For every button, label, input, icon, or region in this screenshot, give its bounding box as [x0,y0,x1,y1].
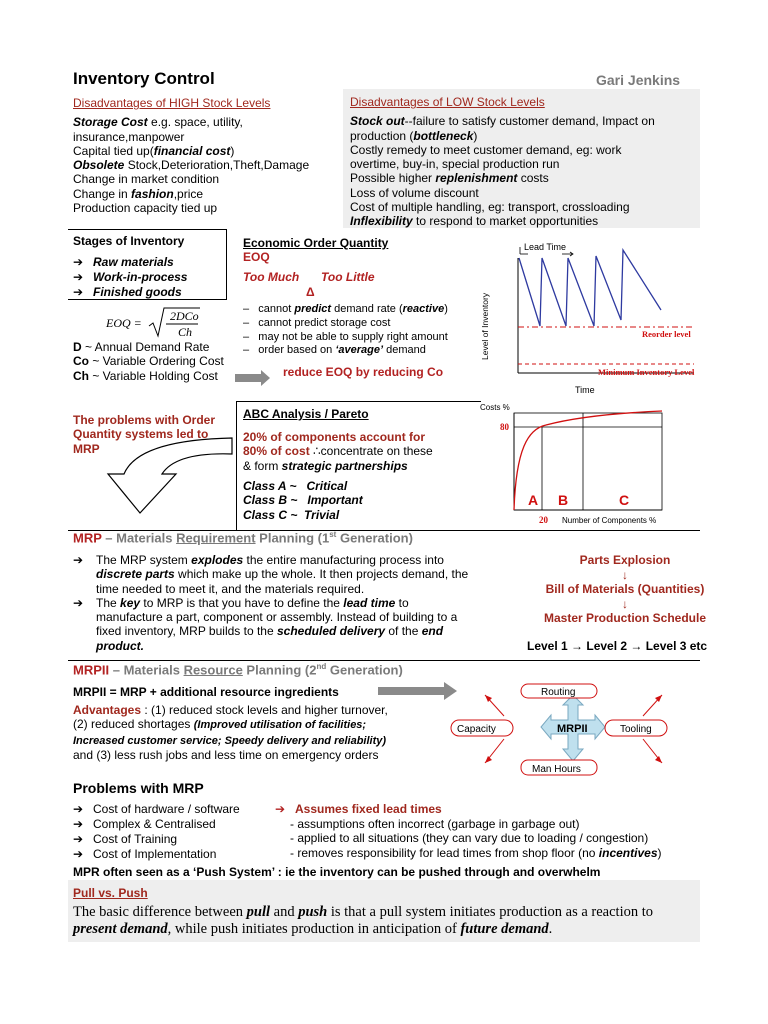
reorder-label: Reorder level [642,329,691,339]
class-a: Class A ~ Critical [243,479,348,493]
abc-heading: ABC Analysis / Pareto [243,407,369,421]
list-item: - applied to all situations (they can vary due to loading / congestion) [290,831,649,845]
eoq-legend [73,340,224,383]
mrp2-diagram [445,683,705,777]
gray-arrow-icon [235,370,271,386]
eoq-too-little: Too Little [321,270,375,284]
y-axis-label: Level of Inventory [480,292,490,360]
arrow-right-icon: ➔ [73,270,84,285]
list-item: Co ~ Variable Ordering Cost [73,354,224,369]
abc-top-rule [236,401,481,402]
arrow-right-icon: ➔ [73,802,84,816]
pareto-class-b: B [558,492,569,508]
pull-heading: Pull vs. Push [73,886,148,900]
mrp2-center: MRPII [557,723,588,735]
inventory-sawtooth [519,250,661,326]
list-item: – may not be able to supply right amount [243,330,448,343]
pareto-y-label: Costs % [480,403,510,412]
list-item: Storage Cost e.g. space, utility, [73,115,243,130]
list-item: ➔ Finished goods [73,285,182,300]
list-item: Ch ~ Variable Holding Cost [73,368,218,383]
arrow-right-icon: ➔ [73,255,84,269]
arrow-down-icon: ↓ [622,567,628,582]
high-stock-heading: Disadvantages of HIGH Stock Levels [73,96,271,110]
eoq-sub: EOQ [243,250,270,264]
list-item: ➔ Work-in-process [73,270,188,285]
list-item: - assumptions often incorrect (garbage in garbage out) [290,816,580,831]
problems-order-text: The problems with Order Quantity systems led to MRP [73,413,216,456]
mrp2-equation: MRPII = MRP + additional resource ingredients [73,685,339,699]
tooling-label: Tooling [620,724,652,735]
list-item: - removes responsibility for lead times from shop floor (no incentives) [290,845,662,860]
problems-list [73,802,240,862]
inventory-chart [476,238,700,398]
list-item: overtime, buy-in, special production run [350,157,560,172]
page-title: Inventory Control [73,69,215,88]
stages-list [73,255,187,301]
list-item: ➔ Raw materials [73,255,174,269]
list-item: ➔ Cost of hardware / software [73,802,240,816]
arrow-right-icon: ➔ [73,817,84,831]
eoq-reduce: reduce EOQ by reducing Co [283,365,444,379]
list-item: – cannot predict storage cost [243,316,391,329]
mrp-hierarchy: Parts Explosion ↓ Bill of Materials (Quantities) ↓ Master Production Schedule [520,553,730,626]
arrow-right-icon: ➔ [275,802,286,816]
abc-classes [243,479,363,522]
list-item: ➔ Cost of Implementation [73,847,217,861]
pareto-20: 20 [539,515,548,525]
pareto-class-c: C [619,492,630,508]
mrp-body [73,553,513,653]
arrow-right-icon: ➔ [73,832,84,846]
list-item: Possible higher replenishment costs [350,171,549,186]
list-item: Stock out--failure to satisfy customer demand, Impact on [350,114,655,129]
list-item: ➔ Complex & Centralised [73,817,216,831]
stages-heading: Stages of Inventory [73,234,185,248]
minimum-label: Minimum Inventory Level [598,367,695,377]
list-item: Loss of volume discount [350,185,479,200]
list-item: Costly remedy to meet customer demand, eg: work [350,142,622,157]
list-item: – cannot predict demand rate (reactive) [243,303,448,315]
eoq-too-much: Too Much [243,270,300,284]
arrow-down-icon: ↓ [622,596,628,611]
mrp2-advantages: Advantages : (1) reduced stock levels and higher turnover, (2) reduced shortages (Improved utilisation of facilities; Increased customer service; Speedy delivery and reliability) and (3) less rush jobs and less time on emergency orders [73,703,388,762]
class-b: Class B ~ Important [243,493,363,508]
abc-left-rule [236,401,237,530]
list-item: Capital tied up(financial cost) [73,143,235,158]
delta-icon: Δ [306,285,315,299]
list-item: Change in market condition [73,172,220,187]
list-item: Obsolete Stock,Deterioration,Theft,Damage [73,158,310,173]
class-c: Class C ~ Trivial [243,507,340,522]
curved-arrow-icon [104,436,238,516]
pareto-class-a: A [528,492,539,508]
fixed-lead-times [275,802,662,860]
push-system-note: MPR often seen as a ‘Push System’ : ie the inventory can be pushed through and overwhelm [73,865,601,879]
manhours-label: Man Hours [532,764,581,775]
pareto-x-label: Number of Components % [562,516,657,525]
list-item: Change in fashion,price [73,186,204,201]
list-item: ➔ Assumes fixed lead times [275,802,442,816]
low-stock-section [343,89,700,228]
eoq-heading: Economic Order Quantity [243,236,389,250]
list-item: Production capacity tied up [73,201,218,216]
list-item: insurance,manpower [73,129,185,144]
list-item: – order based on ‘average’ demand [243,344,426,357]
list-item: Cost of multiple handling, eg: transport, crossloading [350,200,630,215]
routing-label: Routing [541,687,576,698]
list-item: ➔ Cost of Training [73,832,178,846]
list-item: production (bottleneck) [350,128,478,143]
list-item: Inflexibility to respond to market opportunities [350,214,599,229]
pareto-80: 80 [500,422,509,432]
lead-time-label: Lead Time [524,242,567,252]
arrow-right-icon: ➔ [73,553,84,567]
mrp-levels: Level 1 → Level 2 → Level 3 etc [527,639,708,653]
problems-heading: Problems with MRP [73,780,204,796]
low-stock-heading: Disadvantages of LOW Stock Levels [350,95,545,109]
eoq-bullets [243,303,448,358]
capacity-label: Capacity [457,724,496,735]
pareto-chart [476,399,702,530]
mrp2-heading: MRPII – Materials Resource Planning (2nd Generation) [73,662,403,678]
x-axis-label: Time [575,385,595,395]
abc-body: 20% of components account for 80% of cost ∴concentrate on these & form strategic partnerships [243,430,433,473]
author-name: Gari Jenkins [596,72,681,88]
mrp-heading: MRP – Materials Requirement Planning (1st Generation) [73,530,413,546]
pull-text: The basic difference between pull and push is that a pull system initiates production as a reaction to present demand, while push initiates production in anticipation of future demand. [73,904,654,937]
list-item: ➔ The key to MRP is that you have to define the lead time to manufacture a part, component or assembly. Instead of building to a fixed inventory, MRP builds to the scheduled delivery of the end product. [73,595,458,653]
list-item: ➔ The MRP system explodes the entire manufacturing process into discrete parts which make up the whole. It then projects demand, the time needed to meet it, and the materials required. [73,553,469,596]
arrow-right-icon: ➔ [73,595,84,610]
high-stock-section [73,96,341,215]
arrow-right-icon: ➔ [73,847,84,861]
divider [68,660,700,661]
list-item: D ~ Annual Demand Rate [73,340,210,354]
arrow-right-icon: ➔ [73,285,84,300]
